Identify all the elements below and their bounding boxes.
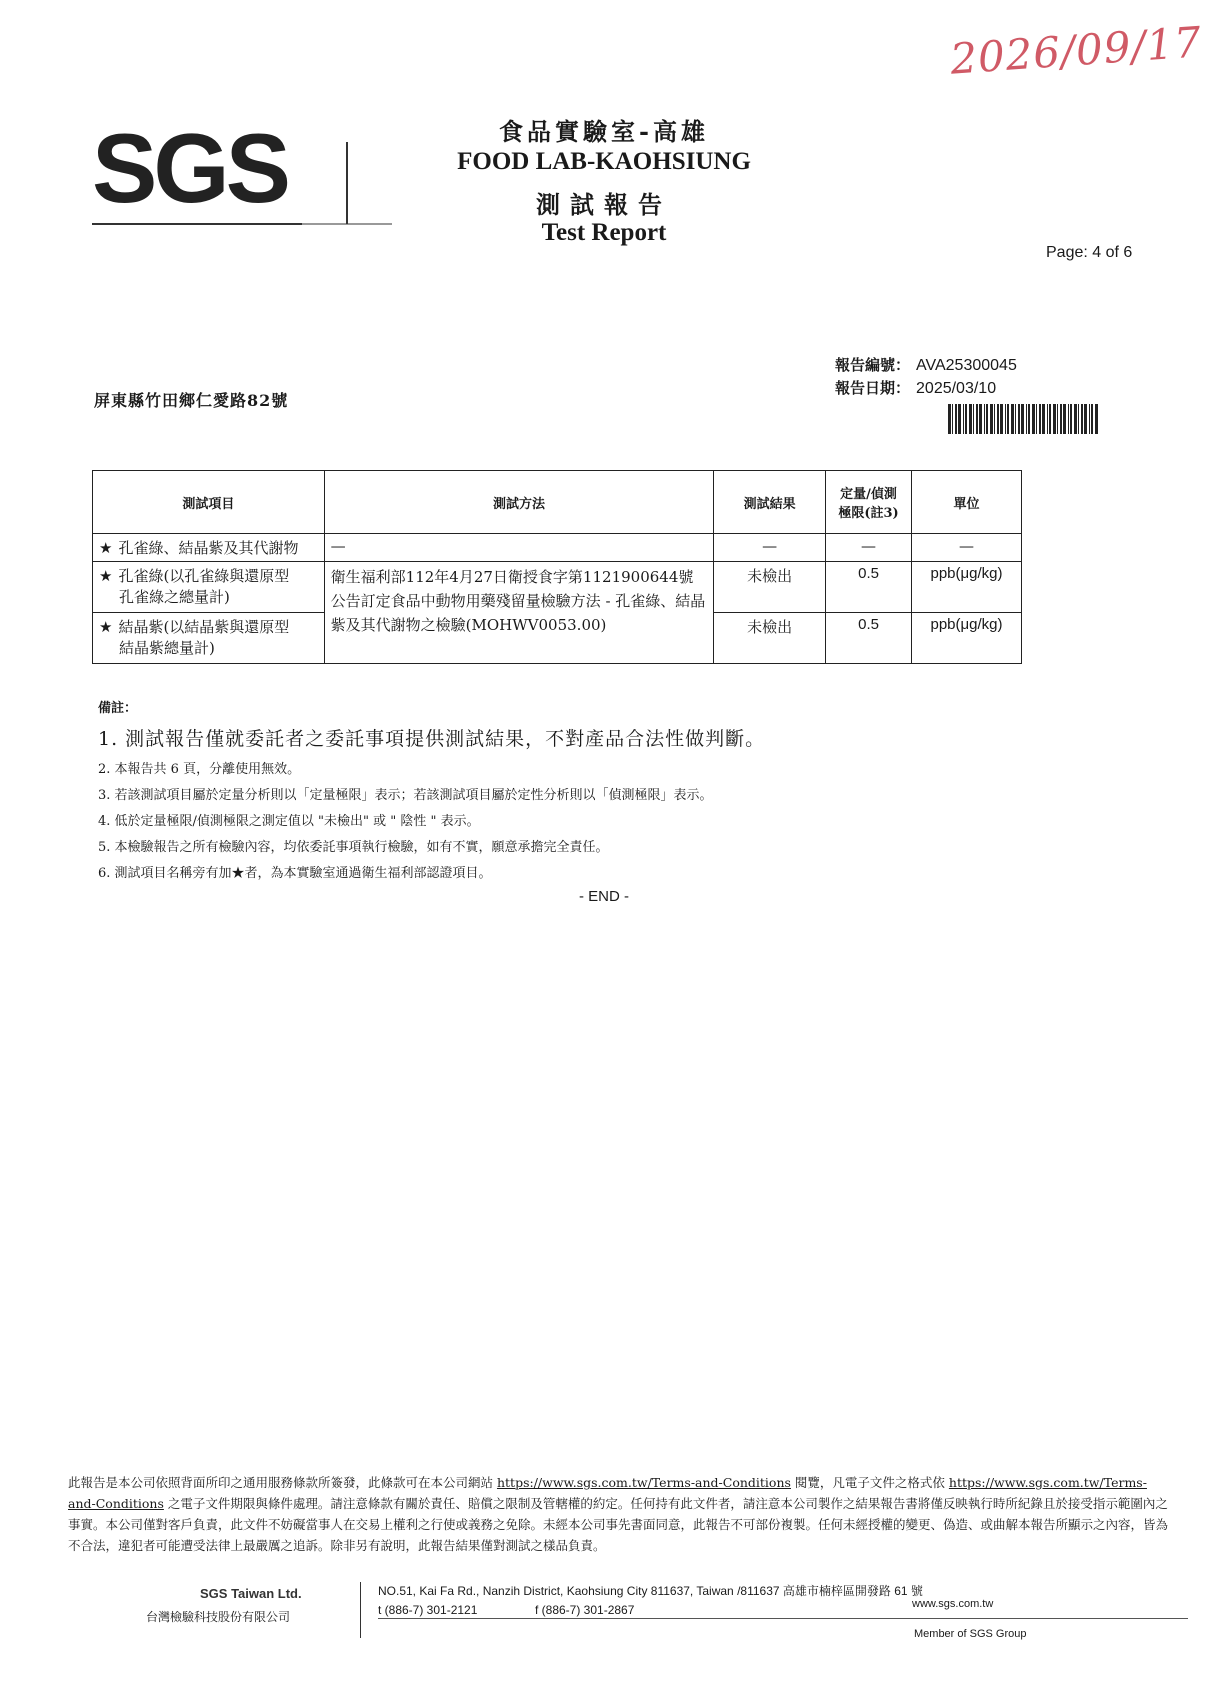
row-limit: 0.5 bbox=[826, 562, 912, 613]
row-unit: ppb(μg/kg) bbox=[912, 613, 1022, 664]
remark-item: 1. 測試報告僅就委託者之委託事項提供測試結果，不對產品合法性做判斷。 bbox=[98, 728, 766, 750]
row-item bbox=[93, 534, 325, 562]
lab-name-zh: 食品實驗室-高雄 bbox=[499, 117, 709, 146]
header-limit-line2: 極限(註3) bbox=[838, 506, 899, 521]
company-name-en: SGS Taiwan Ltd. bbox=[200, 1586, 302, 1601]
lab-name-en: FOOD LAB-KAOHSIUNG bbox=[457, 148, 751, 175]
report-date-value: 2025/03/10 bbox=[916, 380, 997, 397]
row-unit: ppb(μg/kg) bbox=[912, 562, 1022, 613]
disclaimer-text-1: 此報告是本公司依照背面所印之通用服務條款所簽發，此條款可在本公司網站 bbox=[68, 1475, 497, 1490]
client-address: 屏東縣竹田鄉仁愛路82號 bbox=[94, 391, 289, 410]
row-item bbox=[93, 562, 325, 613]
company-phone: t (886-7) 301-2121 bbox=[378, 1603, 478, 1617]
star-icon: ★ bbox=[99, 567, 113, 585]
remarks-title: 備註： bbox=[98, 701, 138, 716]
disclaimer-text-3: 之電子文件期限與條件處理。請注意條款有關於責任、賠償之限制及管轄權的約定。任何持有此文件者，請注意本公司製作之結果報告書將僅反映執行時所紀錄且於接受指示範圍內之事實。本公司僅對客戶負責，此文件不妨礙當事人在交易上權利之行使或義務之免除。未經本公司事先書面同意，此報告不可部份複製。任何未經授權的變更、偽造、或曲解本報告所顯示之內容，皆為不合法，違犯者可能遭受法律上最嚴厲之追訴。除非另有說明，此報告結果僅對測試之樣品負責。 bbox=[68, 1496, 1169, 1553]
row-method: — bbox=[324, 534, 714, 562]
row-item-text: 孔雀綠(以孔雀綠與還原型 bbox=[118, 567, 290, 585]
row-item-text: 結晶紫(以結晶紫與還原型 bbox=[118, 618, 290, 636]
report-title-en: Test Report bbox=[541, 219, 667, 246]
header-unit: 單位 bbox=[912, 471, 1022, 534]
header-result: 測試結果 bbox=[714, 471, 826, 534]
company-name-zh: 台灣檢驗科技股份有限公司 bbox=[146, 1610, 291, 1624]
remark-item: 4. 低於定量極限/偵測極限之測定值以 "未檢出" 或 " 陰性 " 表示。 bbox=[98, 814, 480, 829]
row-item-text-2: 孔雀綠之總量計) bbox=[119, 588, 230, 606]
disclaimer-text-2: 閱覽，凡電子文件之格式依 bbox=[790, 1475, 949, 1490]
row-item bbox=[93, 613, 325, 664]
report-number-value: AVA25300045 bbox=[916, 357, 1017, 374]
remark-item: 6. 測試項目名稱旁有加★者，為本實驗室通過衛生福利部認證項目。 bbox=[98, 866, 492, 881]
report-title-zh: 測試報告 bbox=[536, 190, 672, 219]
report-date bbox=[835, 377, 996, 398]
row-limit: 0.5 bbox=[826, 613, 912, 664]
row-item-text-2: 結晶紫總量計) bbox=[119, 639, 215, 657]
end-marker: - END - bbox=[579, 888, 629, 905]
page-number: Page: 4 of 6 bbox=[1046, 244, 1133, 261]
member-of-sgs: Member of SGS Group bbox=[914, 1628, 1027, 1640]
header-limit-line1: 定量/偵測 bbox=[840, 487, 897, 502]
row-result: 未檢出 bbox=[714, 613, 826, 664]
star-icon: ★ bbox=[99, 539, 113, 557]
terms-link[interactable]: https://www.sgs.com.tw/Terms-and-Conditions bbox=[496, 1475, 791, 1490]
table-header-row bbox=[93, 471, 1022, 534]
results-table bbox=[92, 470, 1022, 664]
remark-item: 2. 本報告共 6 頁，分離使用無效。 bbox=[98, 762, 301, 777]
report-date-label: 報告日期： bbox=[835, 379, 911, 397]
footer-divider bbox=[360, 1582, 361, 1638]
barcode-icon bbox=[948, 404, 1098, 434]
report-number-label: 報告編號： bbox=[835, 356, 911, 374]
report-number bbox=[835, 354, 1017, 375]
row-result: — bbox=[714, 534, 826, 562]
footer-rule bbox=[378, 1618, 1188, 1619]
table-row bbox=[93, 562, 1022, 613]
company-address: NO.51, Kai Fa Rd., Nanzih District, Kaohsiung City 811637, Taiwan /811637 高雄市楠梓區開發路 61 號 bbox=[378, 1584, 923, 1598]
company-fax: f (886-7) 301-2867 bbox=[535, 1603, 635, 1617]
terms-link-2[interactable]: https://www.sgs.com.tw/Terms-and-Conditions bbox=[68, 1475, 1147, 1511]
footer-disclaimer bbox=[68, 1472, 1168, 1556]
table-row bbox=[93, 534, 1022, 562]
shared-method: 衛生福利部112年4月27日衛授食字第1121900644號公告訂定食品中動物用藥殘留量檢驗方法 - 孔雀綠、結晶紫及其代謝物之檢驗(MOHWV0053.00) bbox=[324, 562, 714, 664]
header-limit bbox=[826, 471, 912, 534]
row-item-text: 孔雀綠、結晶紫及其代謝物 bbox=[118, 539, 299, 557]
row-limit: — bbox=[826, 534, 912, 562]
row-result: 未檢出 bbox=[714, 562, 826, 613]
header-method: 測試方法 bbox=[324, 471, 714, 534]
sgs-logo-text: SGS bbox=[92, 113, 287, 223]
remark-item: 5. 本檢驗報告之所有檢驗內容，均依委託事項執行檢驗，如有不實，願意承擔完全責任。 bbox=[98, 840, 609, 855]
header-item: 測試項目 bbox=[93, 471, 325, 534]
star-icon: ★ bbox=[99, 618, 113, 636]
remark-item: 3. 若該測試項目屬於定量分析則以「定量極限」表示；若該測試項目屬於定性分析則以「偵測極限」表示。 bbox=[98, 788, 713, 803]
row-unit: — bbox=[912, 534, 1022, 562]
company-website[interactable]: www.sgs.com.tw bbox=[912, 1598, 994, 1610]
handwritten-date: 2026/09/17 bbox=[948, 17, 1204, 84]
